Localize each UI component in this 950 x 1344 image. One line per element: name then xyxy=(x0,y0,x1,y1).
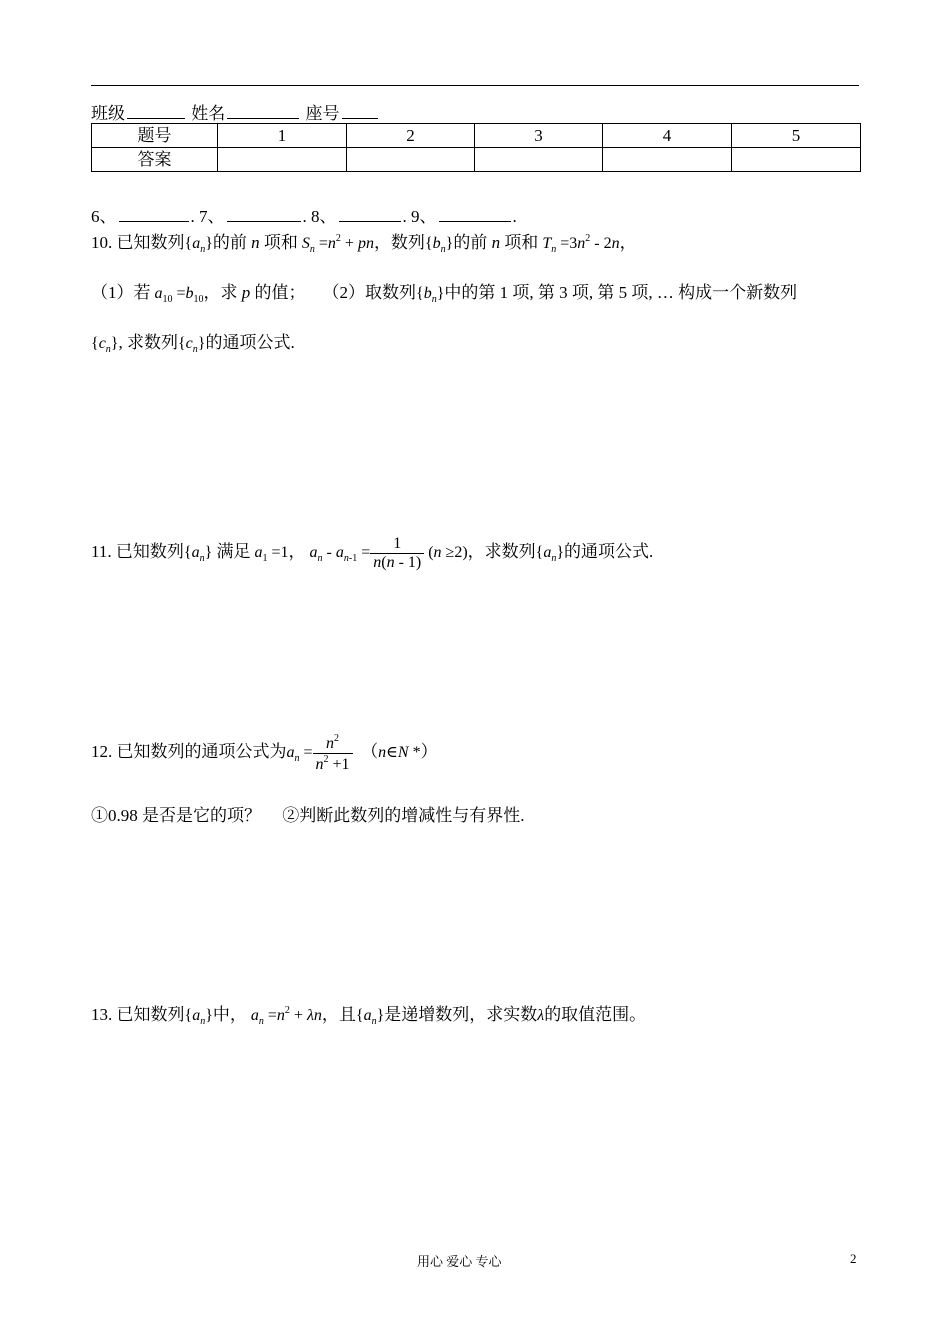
question-number-cell: 2 xyxy=(347,124,475,148)
formula: $\{a_n\}$ xyxy=(355,1007,385,1027)
formula: $\{a_n\}$ xyxy=(183,544,213,565)
question-10-line-1: 10. 已知数列$\{a_n\}$的前 n 项和 $S_n =n^2$ + pn，数列$\{b_n\}$的前 n 项和 $T_n =3n^2 - 2n$， xyxy=(91,233,637,255)
class-label: 班级 xyxy=(91,104,125,123)
header-rule xyxy=(91,85,859,86)
answer-cell[interactable] xyxy=(218,148,347,172)
seat-label: 座号 xyxy=(305,104,340,123)
question-10-line-3: $\{c_n\}$, 求数列$\{c_n\}$的通项公式. xyxy=(91,333,295,355)
seat-blank[interactable] xyxy=(342,103,378,119)
formula: $a_n - a_{n-1}$ = $\frac{1}{n(n - 1)}$ (n ≥2) xyxy=(309,535,468,571)
name-label: 姓名 xyxy=(191,104,226,123)
question-number-header: 题号 xyxy=(92,124,218,148)
answer-cell[interactable] xyxy=(475,148,603,172)
formula: $\{b_n\}$ xyxy=(416,285,445,305)
fraction: $\frac{n^2}{n^2 +1}$ xyxy=(313,733,353,774)
formula: $\{a_n\}$ xyxy=(184,235,213,255)
question-10-line-2: （1）若 $a_{10} =b_{10}$，求 p 的值； （2）取数列$\{b_n\}$中的第 1 项, 第 3 项, 第 5 项, … 构成一个新数列 xyxy=(91,283,798,305)
class-blank[interactable] xyxy=(127,103,185,119)
table-row xyxy=(92,124,861,148)
table-row xyxy=(92,148,861,172)
formula: $a_n =n^2 + \lambda n$ xyxy=(250,1005,322,1027)
question-number-cell: 4 xyxy=(603,124,732,148)
formula: $a_1 =1$ xyxy=(254,544,289,565)
footer-text: 用心 爱心 专心 xyxy=(417,1254,502,1269)
answer-table xyxy=(91,123,861,172)
answer-cell[interactable] xyxy=(347,148,475,172)
formula: $\{a_n\}$ xyxy=(535,544,565,565)
formula: $\{c_n\}$ xyxy=(91,335,119,355)
formula: λ xyxy=(537,1007,545,1024)
blank-9[interactable] xyxy=(439,206,511,222)
answer-cell[interactable] xyxy=(603,148,732,172)
formula: $\{a_n\}$ xyxy=(184,1007,213,1027)
formula: $\{c_n\}$ xyxy=(177,335,206,355)
page-number: 2 xyxy=(850,1251,857,1266)
student-info-line xyxy=(91,99,380,124)
answer-header: 答案 xyxy=(92,148,218,172)
fraction: $\frac{1}{n(n - 1)}$ xyxy=(370,535,424,572)
formula: $a_{10} =b_{10}$ xyxy=(154,285,204,305)
question-12-subparts: ①0.98 是否是它的项？ ②判断此数列的增减性与有界性. xyxy=(91,806,525,825)
formula: $a_n$ = $\frac{n^2}{n^2 +1}$ xyxy=(287,744,353,761)
formula: $\{b_n\}$ xyxy=(424,235,454,255)
blank-6[interactable] xyxy=(119,206,189,222)
name-blank[interactable] xyxy=(227,103,299,119)
answer-cell[interactable] xyxy=(732,148,861,172)
blank-7[interactable] xyxy=(227,206,301,222)
question-number-cell: 1 xyxy=(218,124,347,148)
question-12-line: 12. 已知数列的通项公式为$a_n$ = $\frac{n^2}{n^2 +1}$ （n∈N *） xyxy=(91,733,438,773)
formula: $S_n =n^2$ + pn xyxy=(301,233,374,255)
question-number-cell: 5 xyxy=(732,124,861,148)
question-13-line: 13. 已知数列$\{a_n\}$中， $a_n =n^2 + \lambda n$，且$\{a_n\}$是递增数列，求实数λ的取值范围。 xyxy=(91,1005,647,1027)
formula: $T_n =3n^2 - 2n$ xyxy=(542,233,620,255)
formula: n∈N * xyxy=(378,744,421,762)
blank-8[interactable] xyxy=(339,206,401,222)
question-11-line: 11. 已知数列$\{a_n\}$ 满足 $a_1 =1$， $a_n - a_{n-1}$ = $\frac{1}{n(n - 1)}$ (n ≥2)，求数列$\{a_n\}$的通项公式. xyxy=(91,535,654,571)
fill-blank-line: 6、 . 7、 . 8、 . 9、 . xyxy=(91,207,517,226)
question-number-cell: 3 xyxy=(475,124,603,148)
